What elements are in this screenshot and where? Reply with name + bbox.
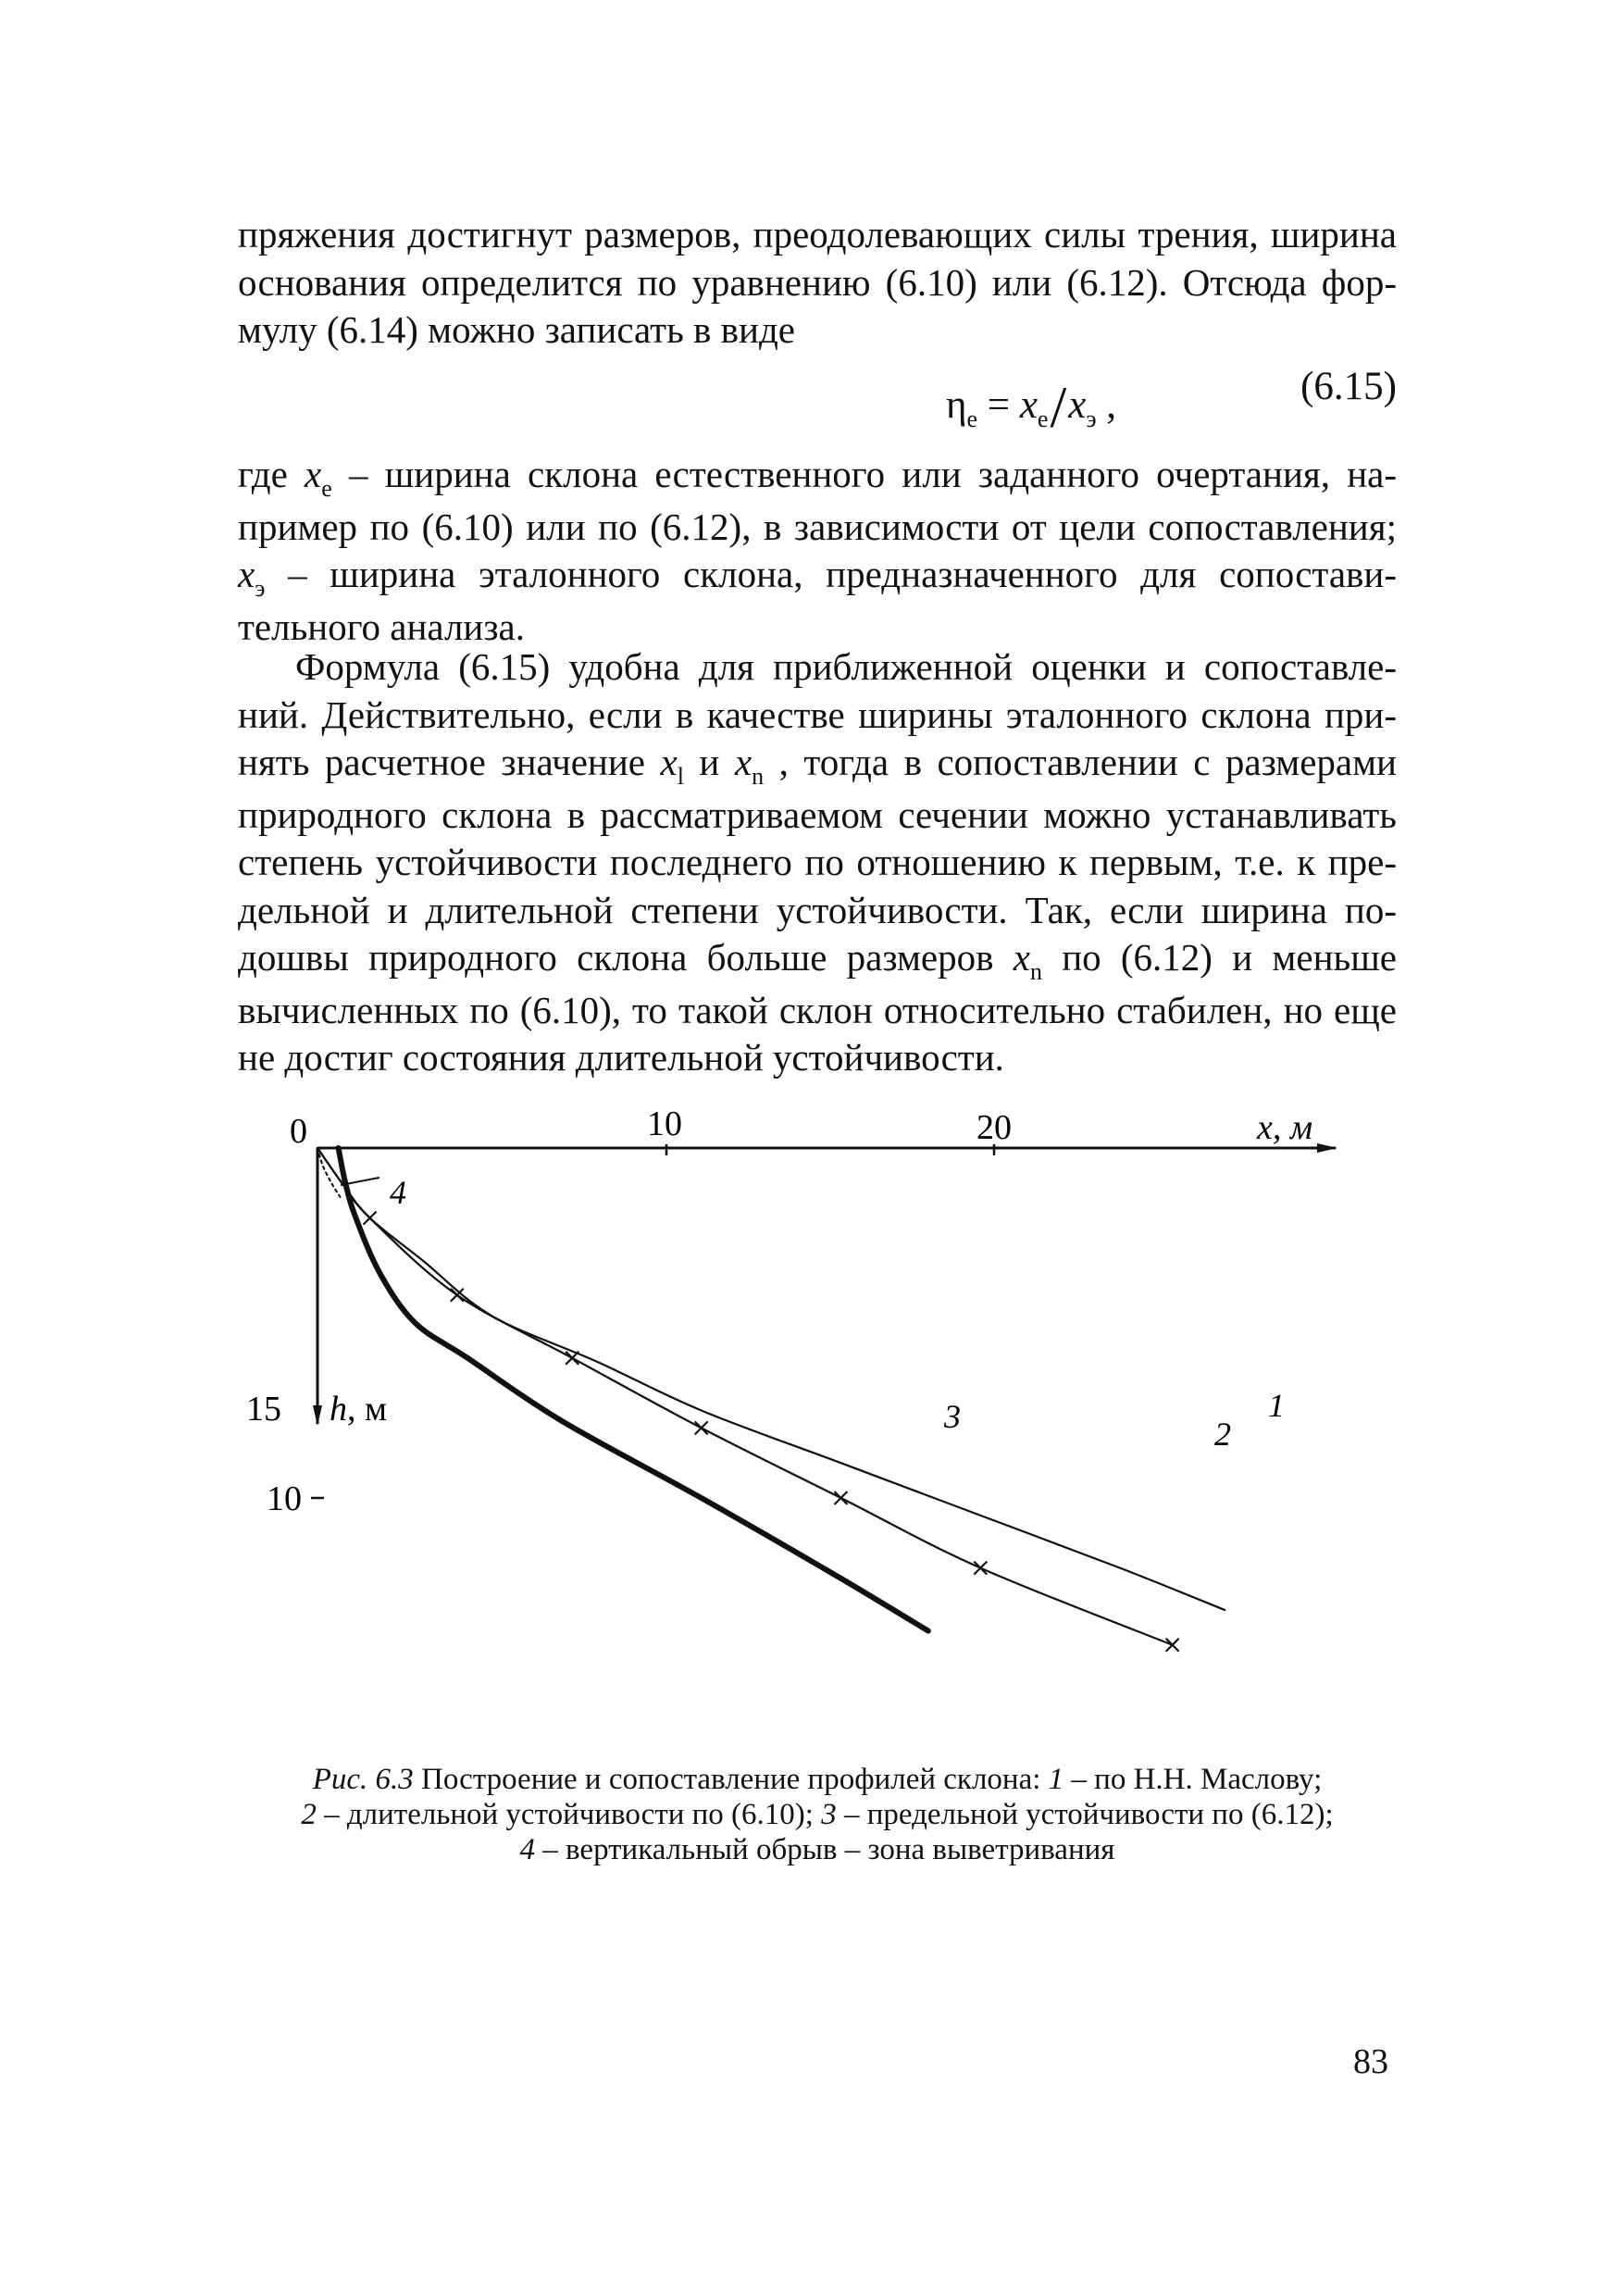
caption-item-number: 4 [519,1833,536,1866]
caption-text: – длительной устойчивости по (6.10); [316,1798,822,1831]
formula-tail: , [1096,383,1116,427]
caption-item-number: 2 [301,1798,317,1831]
math-sub: l [677,763,684,790]
formula-eta: η [946,383,967,427]
caption-line [238,1762,1397,1797]
math-var: x [305,453,322,495]
math-var: x [238,553,255,595]
y-axis-label-var: h [330,1390,347,1429]
y-tick-label-15: 15 [246,1390,281,1429]
caption-line [238,1797,1397,1832]
text-line: пряжения достигнут размеров, преодолевающих силы трения, ширина [238,213,1397,256]
curve-2-point-marker [974,1562,987,1575]
math-sub: n [1029,958,1042,985]
curve-2-point-marker [1166,1639,1179,1652]
x-tick-label-10: 10 [647,1104,682,1143]
curve-2-point-marker [566,1352,578,1365]
caption-item-number: 1 [1048,1763,1064,1796]
text-line: степень устойчивости последнего по отношению к первым, т.е. к пре- [238,841,1397,883]
text-line: вычисленных по (6.10), то такой склон относительно стабилен, но еще [238,988,1397,1031]
text-line: основания определится по уравнению (6.10) или (6.12). Отсюда фор- [238,260,1397,304]
math-sub: e [321,475,332,502]
text-span: и [683,741,735,783]
caption-text: Построение и сопоставление профилей склона: [413,1763,1049,1796]
math-var: x [660,741,678,783]
math-var: x [1013,936,1030,979]
caption-item-number: 3 [821,1798,837,1831]
x-axis-label: x, м [1257,1108,1313,1147]
text-span: нять расчетное значение [238,741,661,783]
curve-label-3: 3 [944,1398,961,1435]
caption-line [238,1832,1397,1867]
text-span: – ширина склона естественного или заданного очертания, на- [331,453,1397,495]
caption-text: – предельной устойчивости по (6.12); [836,1798,1334,1831]
math-sub: э [255,575,266,602]
formula-eta-sub: e [966,406,978,432]
math-sub: n [752,763,765,790]
y-tick-label-10: 10 [267,1479,302,1518]
text-span: дошвы природного склона больше размеров [238,936,1014,979]
text-line: природного склона в рассматриваемом сечении можно устанавливать [238,792,1397,836]
text-line: не достиг состояния длительной устойчивости. [238,1036,1004,1079]
curve-label-4: 4 [390,1174,406,1211]
page-number: 83 [1353,2042,1388,2081]
curve-2-point-marker [364,1212,377,1225]
text-span: , тогда в сопоставлении с размерами [764,741,1397,783]
figure-caption [238,1762,1397,1867]
formula-equals: = [977,383,1020,427]
text-line: пример по (6.10) или по (6.12), в зависимости от цели сопоставления; [238,505,1397,548]
curve-2-point-marker [695,1421,708,1434]
formula-slash: / [1050,374,1067,440]
y-axis-label [330,1390,387,1429]
text-line: тельного анализа. [238,605,526,648]
curve-4-line [317,1148,341,1197]
y-axis-label-unit: , м [347,1390,388,1429]
text-line: дельной и длительной степени устойчивости. Так, если ширина по- [238,888,1397,931]
math-var: x [734,741,753,783]
curve-2-line [317,1148,1173,1645]
formula-number: (6.15) [1300,365,1397,408]
text-line: ний. Действительно, если в качестве ширины эталонного склона при- [238,693,1397,736]
formula-x-ref-sub: э [1086,406,1097,432]
caption-text: – вертикальный обрыв – зона выветривания [535,1833,1115,1866]
curves-group [317,1148,1225,1652]
caption-text: – по Н.Н. Маслову; [1063,1763,1323,1796]
text-span: – ширина эталонного склона, предназначенного для сопостави- [265,553,1397,595]
text-span: где [238,453,305,495]
text-line: мулу (6.14) можно записать в виде [238,308,796,351]
text-span: по (6.12) и меньше [1041,936,1397,979]
caption-figure-number: Рис. 6.3 [312,1763,414,1796]
curve-3-line [339,1148,928,1631]
curve-label-2: 2 [1214,1416,1231,1453]
curve-2-point-marker [835,1491,848,1504]
curve-label-1: 1 [1268,1387,1285,1424]
formula-x-e: x [1019,383,1038,427]
origin-label: 0 [290,1112,307,1151]
text-line: Формула (6.15) удобна для приближенной оценки и сопоставле- [295,645,1397,688]
x-tick-label-20: 20 [976,1108,1012,1147]
formula-x-e-sub: e [1037,406,1049,432]
formula-x-ref: x [1068,383,1087,427]
